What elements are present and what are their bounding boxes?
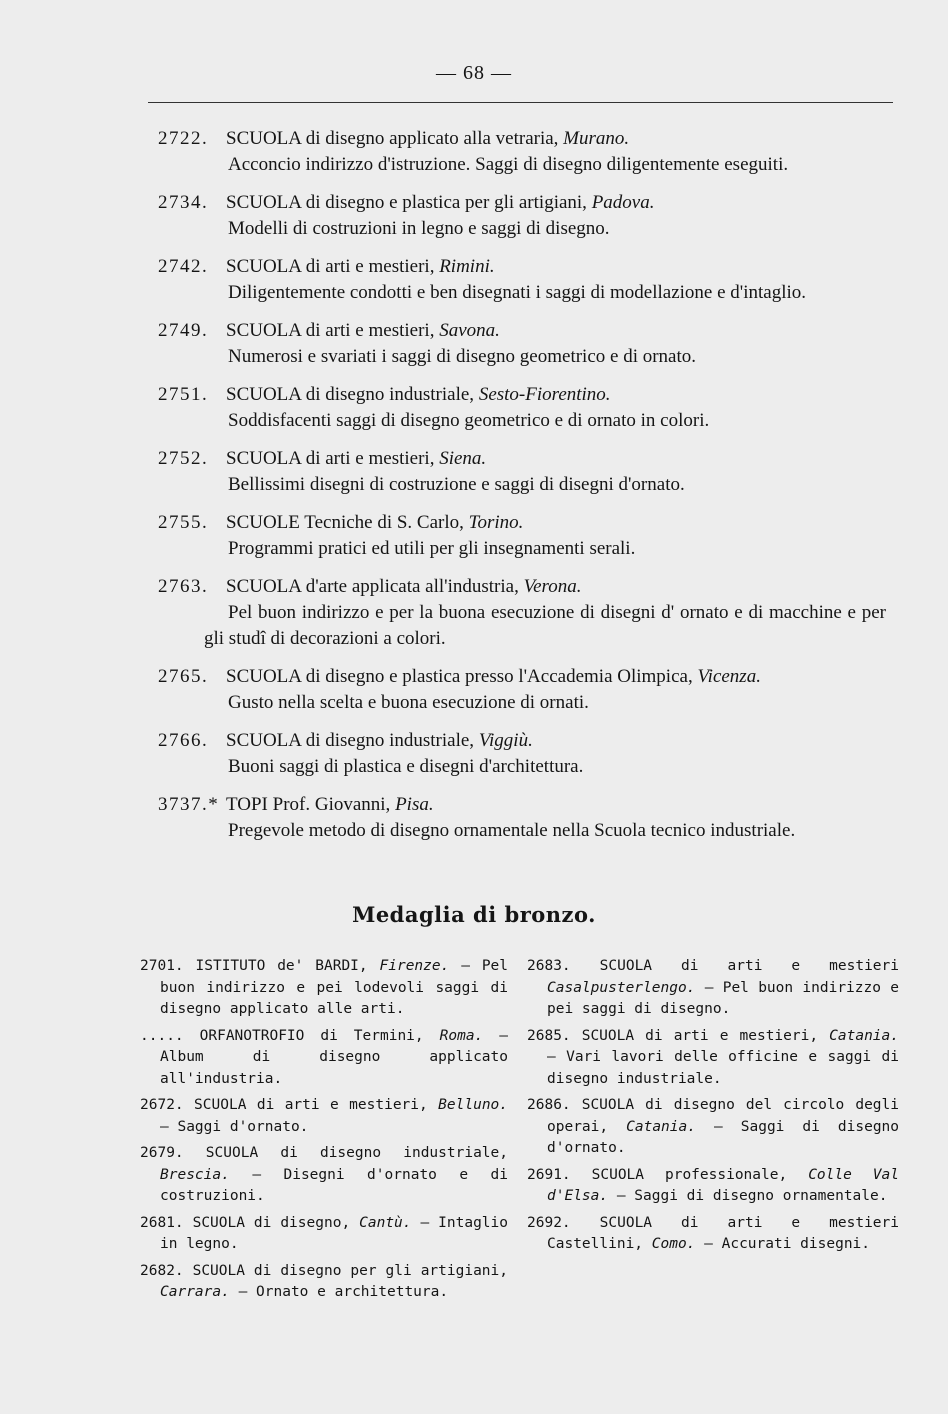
entry-name: SCUOLA di disegno industriale, (226, 384, 475, 405)
entry-lead: 2681. SCUOLA di disegno, (140, 1214, 351, 1231)
entry-name: SCUOLE Tecniche di S. Carlo, (226, 512, 464, 533)
entry-description: Buoni saggi di plastica e disegni d'architettura. (228, 756, 584, 777)
entry-rest: — Pel buon indirizzo e pei lodevoli saggi di disegno applicato alle arti. (160, 958, 509, 1017)
entry-rest: — Intaglio in legno. (160, 1214, 508, 1252)
entry-rest: — Pel buon indirizzo e pei saggi di disegno. (547, 979, 899, 1017)
entry-lead: 2672. SCUOLA di arti e mestieri, (140, 1097, 428, 1113)
list-item (158, 446, 886, 498)
entry-lead: 2679. SCUOLA di disegno industriale, (140, 1145, 508, 1161)
entry-number: 2752. (158, 448, 209, 469)
entry-lead: 2691. SCUOLA professionale, (527, 1166, 788, 1183)
header-rule (148, 102, 893, 103)
entry-description: Gusto nella scelta e buona esecuzione di ornati. (228, 692, 589, 713)
entry-description: Soddisfacenti saggi di disegno geometrico e di ornato in colori. (228, 410, 710, 431)
right-column (527, 956, 899, 1261)
list-item (527, 1026, 899, 1091)
list-item (527, 1165, 899, 1208)
entry-rest: — Saggi di disegno ornamentale. (616, 1188, 888, 1204)
left-column (140, 956, 508, 1309)
entry-description: Bellissimi disegni di costruzione e saggi di disegni d'ornato. (228, 474, 685, 495)
entry-number: 2722. (158, 128, 209, 149)
entry-lead: 2701. ISTITUTO de' BARDI, (140, 958, 368, 974)
list-item (140, 1026, 508, 1091)
entry-number: 2749. (158, 320, 209, 341)
entry-name: SCUOLA d'arte applicata all'industria, (226, 576, 519, 597)
entries-list (158, 126, 886, 856)
entry-rest: — Saggi di disegno d'ornato. (547, 1118, 900, 1156)
entry-place: Casalpusterlengo. (547, 979, 696, 996)
entry-description: Diligentemente condotti e ben disegnati i saggi di modellazione e d'intaglio. (228, 282, 807, 303)
entry-place: Savona. (439, 320, 500, 341)
entry-description: Acconcio indirizzo d'istruzione. Saggi di disegno diligentemente eseguiti. (228, 154, 789, 175)
entry-place: Catania. (829, 1027, 899, 1044)
entry-description: Modelli di costruzioni in legno e saggi di disegno. (228, 218, 610, 239)
list-item (158, 792, 886, 844)
entry-place: Siena. (439, 448, 487, 469)
entry-place: Padova. (591, 192, 655, 213)
list-item (527, 1213, 899, 1256)
entry-lead: 2683. SCUOLA di arti e mestieri (527, 958, 899, 974)
entry-description: Programmi pratici ed utili per gli insegnamenti serali. (228, 538, 636, 559)
entry-place: Pisa. (395, 794, 434, 815)
entry-rest: — Disegni d'ornato e di costruzioni. (160, 1166, 508, 1204)
entry-name: SCUOLA di arti e mestieri, (226, 256, 435, 277)
entry-number: 2765. (158, 666, 209, 687)
entry-place: Belluno. (438, 1097, 509, 1113)
entry-place: Viggiù. (478, 730, 533, 751)
entry-place: Catania. (626, 1118, 696, 1135)
list-item (140, 956, 508, 1021)
entry-place: Carrara. (160, 1284, 230, 1300)
entry-description: Pel buon indirizzo e per la buona esecuzione di disegni d' ornato e di macchine e per gli studî di decorazioni a colori. (204, 602, 886, 649)
list-item (158, 728, 886, 780)
entry-rest: — Saggi d'ornato. (160, 1118, 309, 1135)
entry-name: TOPI Prof. Giovanni, (226, 794, 391, 815)
list-item (140, 1095, 508, 1138)
entry-lead: 2692. SCUOLA di arti e mestieri Castellini, (527, 1214, 899, 1252)
entry-name: SCUOLA di arti e mestieri, (226, 448, 435, 469)
entry-place: Vicenza. (697, 666, 761, 687)
list-item (158, 382, 886, 434)
entry-place: Colle Val d'Elsa. (547, 1166, 900, 1204)
entry-place: Rimini. (439, 256, 495, 277)
entry-lead: 2682. SCUOLA di disegno per gli artigiani, (140, 1262, 508, 1279)
list-item (158, 664, 886, 716)
section-title: Medaglia di bronzo. (352, 902, 596, 927)
list-item (158, 190, 886, 242)
entry-place: Cantù. (359, 1214, 412, 1231)
entry-place: Murano. (563, 128, 630, 149)
entry-name: SCUOLA di disegno e plastica presso l'Accademia Olimpica, (226, 666, 693, 687)
list-item (527, 1095, 899, 1160)
entry-rest: — Album di disegno applicato all'industria. (160, 1027, 508, 1087)
list-item (158, 574, 886, 652)
entry-number: 2766. (158, 730, 209, 751)
entry-number: 2742. (158, 256, 209, 277)
entry-lead: ..... ORFANOTROFIO di Termini, (140, 1027, 424, 1044)
list-item (140, 1213, 508, 1256)
entry-description: Numerosi e svariati i saggi di disegno geometrico e di ornato. (228, 346, 697, 367)
page-number: — 68 — (436, 62, 512, 84)
entry-lead: 2686. SCUOLA di disegno del circolo degli operai, (527, 1097, 899, 1135)
entry-rest: — Accurati disegni. (704, 1236, 871, 1252)
entry-place: Verona. (523, 576, 582, 597)
entry-place: Torino. (468, 512, 524, 533)
entry-rest: — Vari lavori delle officine e saggi di disegno industriale. (547, 1049, 899, 1087)
entry-place: Brescia. (160, 1166, 230, 1183)
entry-place: Sesto-Fiorentino. (478, 384, 611, 405)
list-item (527, 956, 899, 1021)
entry-number: 3737.* (158, 794, 220, 815)
entry-number: 2755. (158, 512, 209, 533)
entry-rest: — Ornato e architettura. (238, 1284, 449, 1300)
entry-number: 2763. (158, 576, 209, 597)
list-item (140, 1261, 508, 1304)
entry-name: SCUOLA di disegno e plastica per gli artigiani, (226, 192, 587, 213)
entry-number: 2751. (158, 384, 209, 405)
entry-name: SCUOLA di arti e mestieri, (226, 320, 435, 341)
list-item (158, 126, 886, 178)
entry-description: Pregevole metodo di disegno ornamentale nella Scuola tecnico industriale. (228, 820, 796, 841)
entry-place: Firenze. (379, 958, 450, 974)
list-item (140, 1143, 508, 1208)
entry-number: 2734. (158, 192, 209, 213)
entry-place: Como. (651, 1236, 696, 1252)
list-item (158, 510, 886, 562)
entry-name: SCUOLA di disegno applicato alla vetraria, (226, 128, 559, 149)
list-item (158, 318, 886, 370)
entry-name: SCUOLA di disegno industriale, (226, 730, 475, 751)
entry-lead: 2685. SCUOLA di arti e mestieri, (527, 1027, 819, 1044)
list-item (158, 254, 886, 306)
entry-place: Roma. (439, 1027, 484, 1044)
